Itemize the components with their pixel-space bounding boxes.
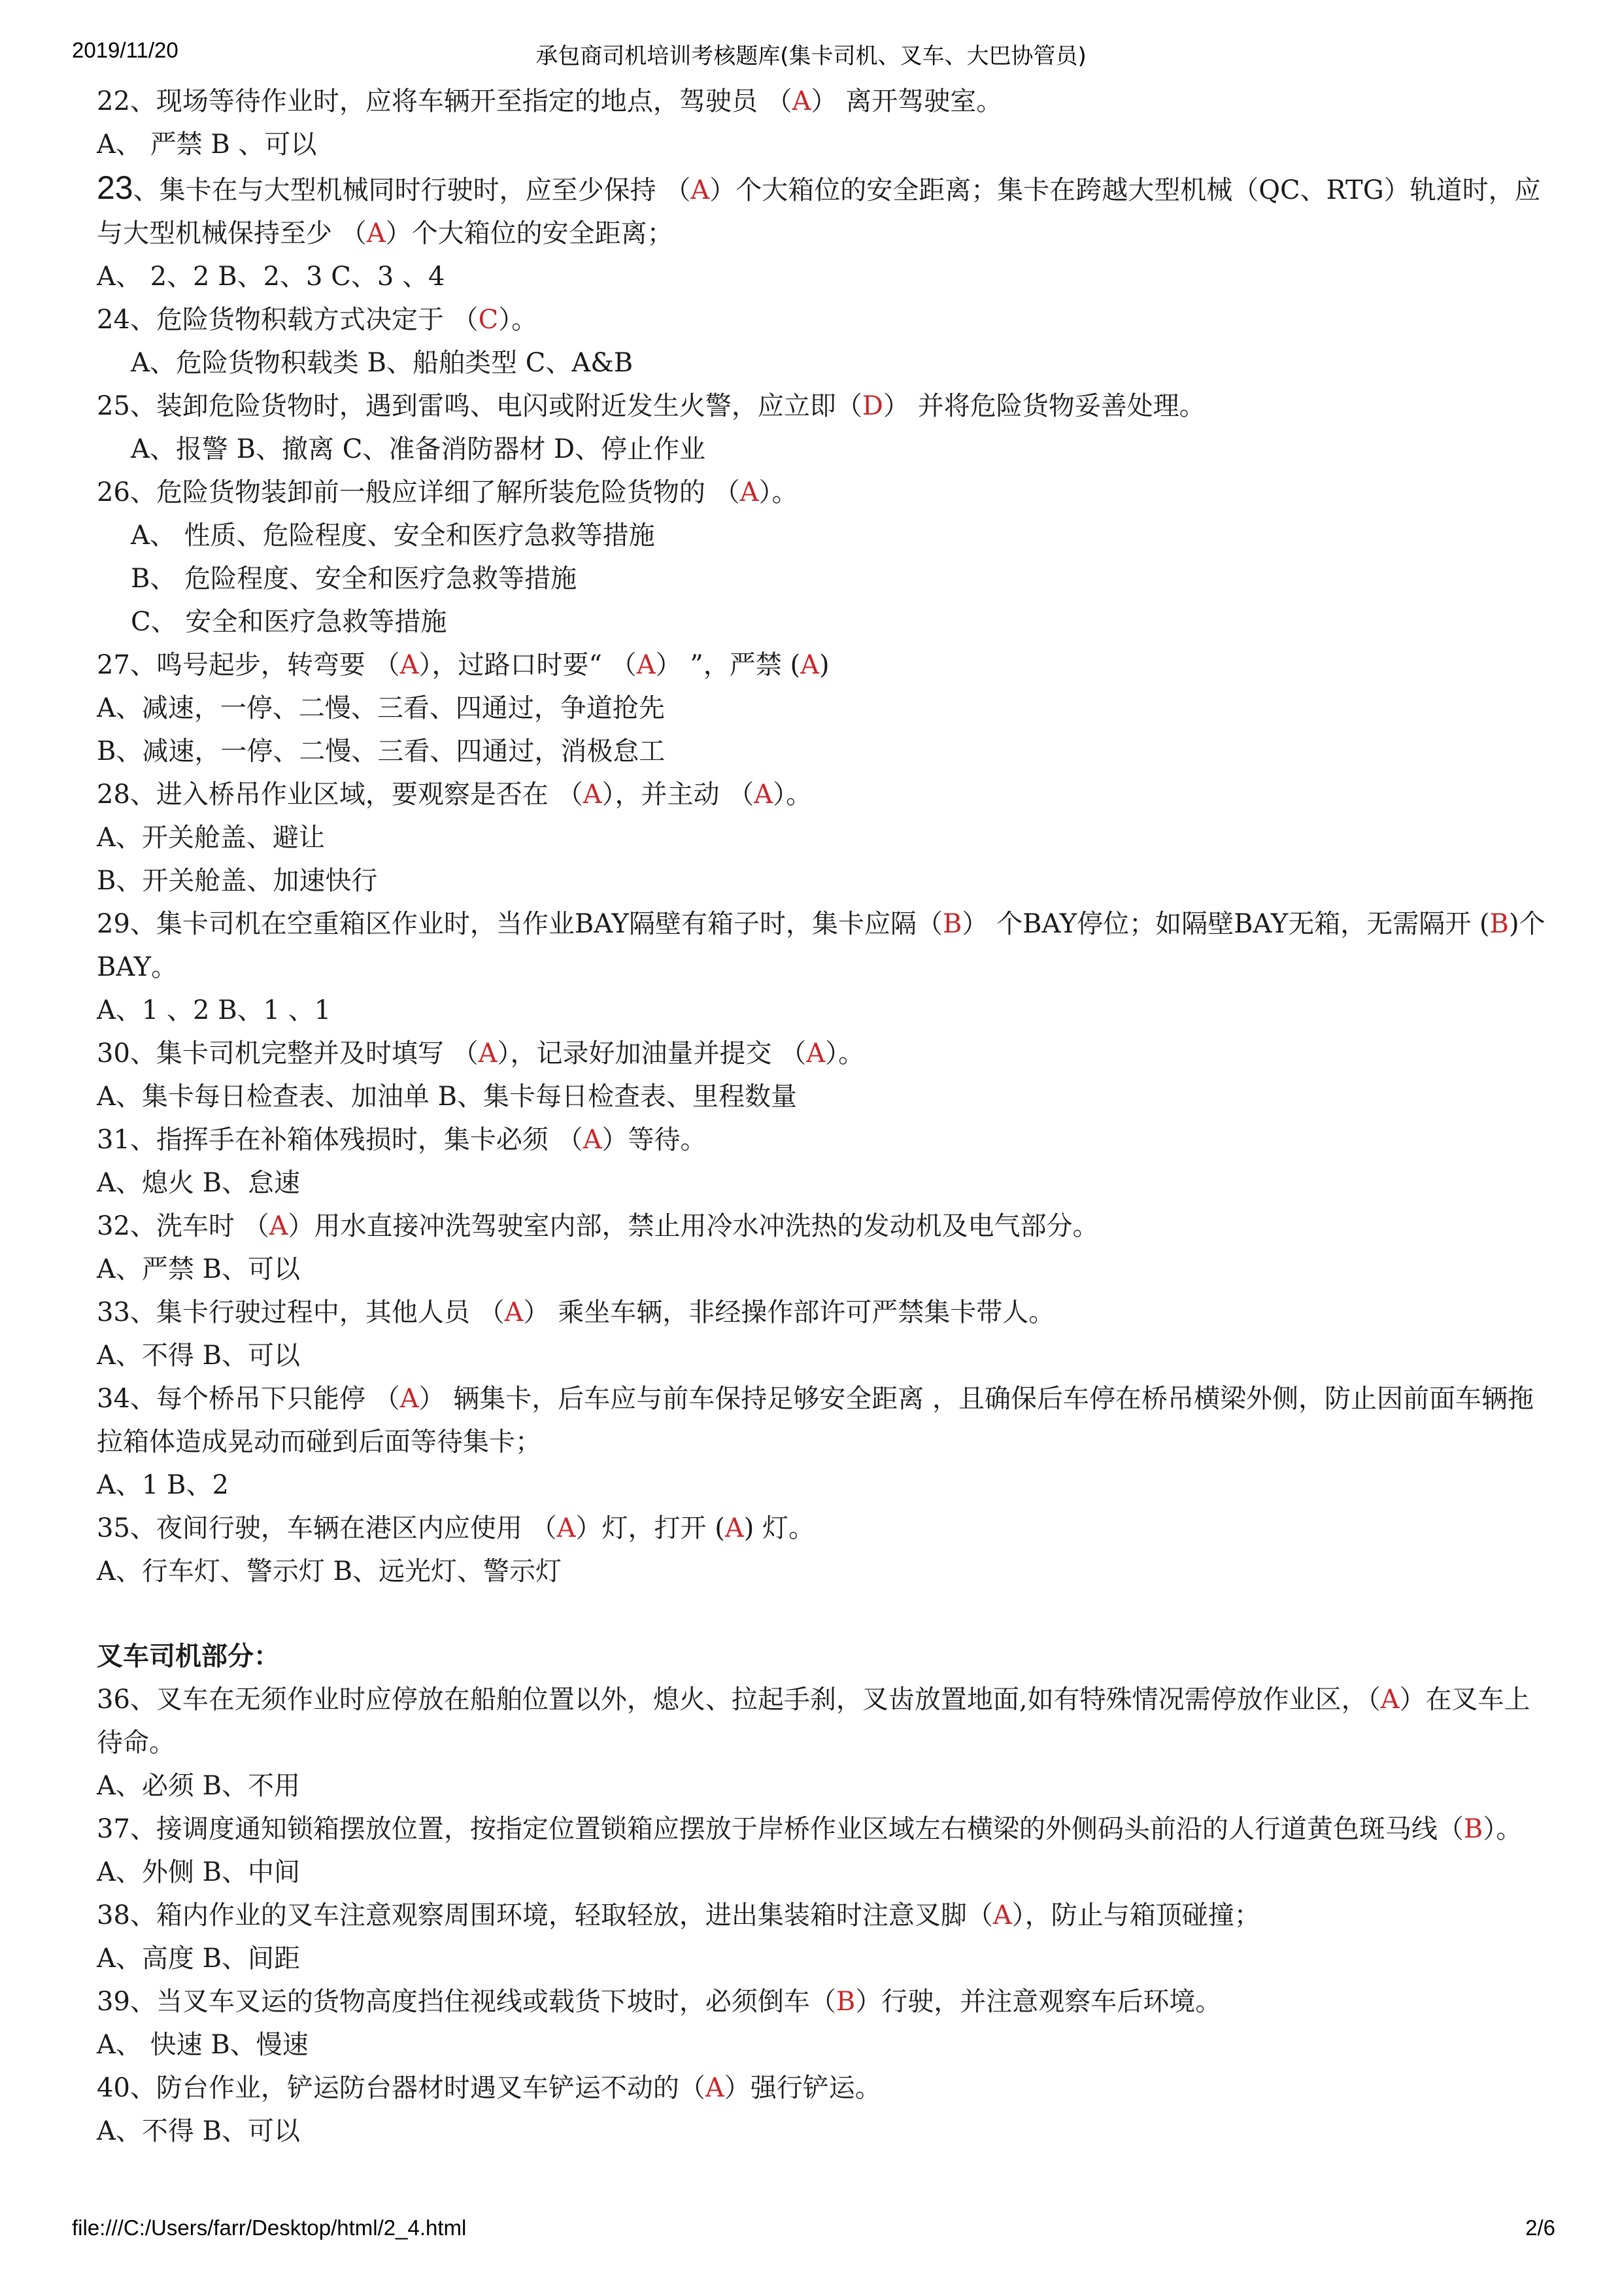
- answer-mark: A: [739, 477, 759, 507]
- question-28: 28、进入桥吊作业区域，要观察是否在 （A），并主动 （A）。: [97, 780, 813, 810]
- options-36: A、必须 B、不用: [97, 1771, 300, 1801]
- question-36: 36、叉车在无须作业时应停放在船舶位置以外，熄火、拉起手刹，叉齿放置地面,如有特殊情况需停放作业区，（A）在叉车上待命。: [97, 1685, 1530, 1758]
- answer-mark: A: [583, 1125, 602, 1155]
- answer-mark: A: [800, 650, 819, 680]
- options-38: A、高度 B、间距: [97, 1944, 300, 1974]
- header-date: 2019/11/20: [72, 38, 178, 62]
- footer-file-path: file:///C:/Users/farr/Desktop/html/2_4.html: [72, 2216, 467, 2240]
- options-39: A、 快速 B、慢速: [97, 2030, 309, 2060]
- options-40: A、不得 B、可以: [97, 2116, 300, 2146]
- options-24: A、危险货物积载类 B、船舶类型 C、A&B: [131, 348, 634, 378]
- options-32: A、严禁 B、可以: [97, 1254, 300, 1284]
- question-number: 23: [97, 169, 133, 206]
- option-26-a: A、 性质、危险程度、安全和医疗急救等措施: [131, 521, 655, 551]
- answer-mark: A: [556, 1513, 576, 1543]
- answer-mark: A: [399, 650, 419, 680]
- answer-mark: A: [690, 175, 710, 205]
- question-34: 34、每个桥吊下只能停 （A） 辆集卡，后车应与前车保持足够安全距离 ，且确保后车停在桥吊横梁外侧，防止因前面车辆拖拉箱体造成晃动而碰到后面等待集卡；: [97, 1384, 1534, 1457]
- option-28-a: A、开关舱盖、避让: [97, 823, 325, 853]
- option-27-a: A、减速，一停、二慢、三看、四通过，争道抢先: [97, 693, 665, 723]
- answer-mark: B: [836, 1987, 856, 2017]
- question-33: 33、集卡行驶过程中，其他人员 （A） 乘坐车辆，非经操作部许可严禁集卡带人。: [97, 1297, 1055, 1328]
- options-25: A、报警 B、撤离 C、准备消防器材 D、停止作业: [131, 434, 706, 464]
- answer-mark: B: [1463, 1814, 1483, 1844]
- options-34: A、1 B、2: [97, 1470, 229, 1500]
- option-26-b: B、 危险程度、安全和医疗急救等措施: [131, 564, 577, 594]
- answer-mark: A: [992, 1900, 1012, 1930]
- answer-mark: A: [269, 1211, 288, 1241]
- answer-mark: A: [399, 1384, 419, 1414]
- question-27: 27、鸣号起步，转弯要 （A），过路口时要“ （A） ”，严禁 (A): [97, 650, 830, 680]
- question-31: 31、指挥手在补箱体残损时，集卡必须 （A）等待。: [97, 1125, 707, 1155]
- options-33: A、不得 B、可以: [97, 1341, 300, 1371]
- options-31: A、熄火 B、怠速: [97, 1168, 300, 1198]
- answer-mark: A: [366, 218, 386, 248]
- question-37: 37、接调度通知锁箱摆放位置，按指定位置锁箱应摆放于岸桥作业区域左右横梁的外侧码头前沿的人行道黄色斑马线（B）。: [97, 1814, 1523, 1844]
- answer-mark: B: [1489, 909, 1509, 939]
- question-22: 22、现场等待作业时，应将车辆开至指定的地点，驾驶员 （A） 离开驾驶室。: [97, 86, 1003, 116]
- header-title: 承包商司机培训考核题库(集卡司机、叉车、大巴协管员): [535, 43, 1087, 69]
- question-30: 30、集卡司机完整并及时填写 （A），记录好加油量并提交 （A）。: [97, 1038, 865, 1069]
- answer-mark: A: [504, 1297, 524, 1328]
- answer-mark: A: [724, 1513, 744, 1543]
- question-40: 40、防台作业，铲运防台器材时遇叉车铲运不动的（A）强行铲运。: [97, 2073, 881, 2103]
- option-28-b: B、开关舱盖、加速快行: [97, 866, 378, 896]
- option-26-c: C、 安全和医疗急救等措施: [131, 607, 447, 637]
- answer-mark: A: [806, 1038, 826, 1069]
- answer-mark: C: [478, 305, 499, 335]
- answer-mark: A: [792, 86, 811, 116]
- options-35: A、行车灯、警示灯 B、远光灯、警示灯: [97, 1556, 562, 1586]
- answer-mark: A: [636, 650, 656, 680]
- question-35: 35、夜间行驶，车辆在港区内应使用 （A）灯，打开 (A) 灯。: [97, 1513, 815, 1543]
- option-27-b: B、减速，一停、二慢、三看、四通过，消极怠工: [97, 736, 666, 766]
- question-26: 26、危险货物装卸前一般应详细了解所装危险货物的 （A）。: [97, 477, 798, 507]
- question-29: 29、集卡司机在空重箱区作业时，当作业BAY隔壁有箱子时，集卡应隔（B） 个BAY停位；如隔壁BAY无箱，无需隔开 (B)个BAY。: [97, 909, 1546, 982]
- question-39: 39、当叉车叉运的货物高度挡住视线或载货下坡时，必须倒车（B）行驶，并注意观察车后环境。: [97, 1987, 1222, 2017]
- options-23: A、 2、2 B、2、3 C、3 、4: [97, 262, 445, 292]
- answer-mark: A: [705, 2073, 724, 2103]
- question-23: 23、集卡在与大型机械同时行驶时，应至少保持 （A）个大箱位的安全距离；集卡在跨越大型机械（QC、RTG）轨道时，应与大型机械保持至少 （A）个大箱位的安全距离；: [97, 169, 1541, 248]
- options-29: A、1 、2 B、1 、1: [97, 995, 331, 1025]
- answer-mark: A: [583, 780, 602, 810]
- question-24: 24、危险货物积载方式决定于 （C）。: [97, 305, 538, 335]
- options-22: A、 严禁 B 、可以: [97, 129, 317, 160]
- options-37: A、外侧 B、中间: [97, 1857, 300, 1887]
- question-32: 32、洗车时 （A）用水直接冲洗驾驶室内部，禁止用冷水冲洗热的发动机及电气部分。: [97, 1211, 1099, 1241]
- question-38: 38、箱内作业的叉车注意观察周围环境，轻取轻放，进出集装箱时注意叉脚（A），防止与箱顶碰撞；: [97, 1900, 1260, 1930]
- footer-page-number: 2/6: [1525, 2216, 1555, 2240]
- answer-mark: A: [1380, 1685, 1400, 1715]
- answer-mark: A: [754, 780, 773, 810]
- answer-mark: D: [862, 391, 883, 421]
- answer-mark: A: [478, 1038, 498, 1069]
- section-heading-forklift: 叉车司机部分：: [97, 1641, 280, 1671]
- question-list: [97, 80, 1548, 2153]
- question-25: 25、装卸危险货物时，遇到雷鸣、电闪或附近发生火警，应立即（D） 并将危险货物妥善处理。: [97, 391, 1206, 421]
- answer-mark: B: [942, 909, 962, 939]
- options-30: A、集卡每日检查表、加油单 B、集卡每日检查表、里程数量: [97, 1082, 797, 1112]
